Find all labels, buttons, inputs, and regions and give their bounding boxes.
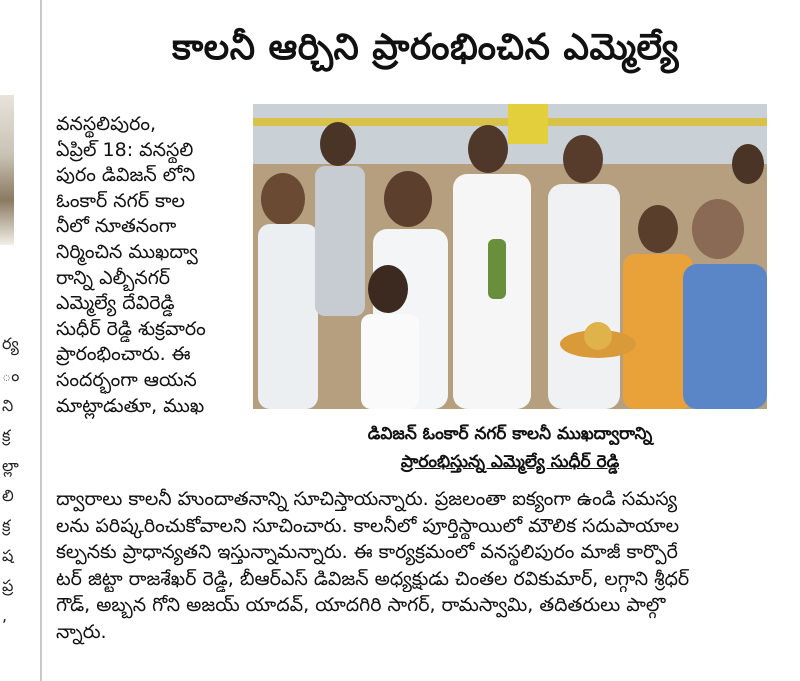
- body-line: ఏప్రిల్ 18: వనస్థలి: [56, 138, 194, 161]
- headline: కాలనీ ఆర్చిని ప్రారంభించిన ఎమ్మెల్యే: [171, 27, 680, 68]
- body-line: లను పరిష్కరించుకోవాలని సూచించారు. కాలనీలో పూర్తిస్థాయిలో మౌలిక సదుపాయాల: [56, 514, 680, 537]
- adjacent-text-fragment: లి: [2, 486, 14, 505]
- body-line: గౌడ్, అబ్బన గోని అజయ్ యాదవ్, యాదగిరి సాగర్, రామస్వామి, తదితరులు పాల్గొ: [56, 594, 666, 616]
- body-line: ఎమ్మెల్యే దేవిరెడ్డి: [56, 292, 175, 315]
- adjacent-text-fragment: ప్ర: [2, 576, 14, 595]
- body-line: వనస్థలిపురం,: [56, 113, 157, 135]
- column-divider: [40, 0, 42, 681]
- adjacent-text-fragment: ం: [2, 366, 20, 385]
- adjacent-text-fragment: ,: [2, 606, 8, 625]
- body-line: సందర్భంగా ఆయన: [56, 368, 197, 391]
- body-line: నిర్మించిన ముఖద్వా: [56, 240, 198, 263]
- body-line: ప్రారంభించారు. ఈ: [56, 343, 191, 366]
- adjacent-text-fragment: ష: [2, 546, 14, 565]
- body-line: సుధీర్ రెడ్డి శుక్రవారం: [56, 317, 206, 340]
- body-line: పురం డివిజన్ లోని: [56, 164, 196, 187]
- adjacent-text-fragment: క్ర: [2, 516, 11, 535]
- body-line: మాట్లాడుతూ, ముఖ: [56, 394, 205, 417]
- body-line: న్నారు.: [56, 620, 107, 643]
- body-line: రాన్ని ఎల్బీనగర్: [56, 266, 171, 289]
- article-body-narrow: [56, 112, 244, 419]
- body-line: ద్వారాలు కాలనీ హుందాతనాన్ని సూచిస్తాయన్నారు. ప్రజలంతా ఐక్యంగా ఉండి సమస్య: [56, 488, 678, 510]
- adjacent-text-fragment: ల్లా: [2, 456, 19, 475]
- body-line: కల్పనకు ప్రాధాన్యతని ఇస్తున్నామన్నారు. ఈ కార్యక్రమంలో వనస్థలిపురం మాజీ కార్పొరే: [56, 541, 678, 563]
- caption-line: ప్రారంభిస్తున్న ఎమ్మెల్యే సుధీర్ రెడ్డి: [400, 452, 620, 472]
- adjacent-photo-fragment: [0, 95, 14, 245]
- body-line: నీలో నూతనంగా: [56, 215, 177, 238]
- adjacent-text-fragment: క్ర: [2, 426, 11, 445]
- adjacent-text-fragment: ర్య: [2, 334, 19, 353]
- adjacent-text-fragment: ని: [2, 396, 14, 415]
- adjacent-column-fragment: [0, 0, 30, 681]
- body-line: ఓంకార్ నగర్ కాల: [56, 189, 185, 212]
- news-photo: [253, 104, 767, 409]
- caption-line: డివిజన్ ఓంకార్ నగర్ కాలనీ ముఖద్వారాన్ని: [367, 424, 653, 444]
- body-line: టర్ జిట్టా రాజశేఖర్ రెడ్డి, బీఆర్ఎస్ డివిజన్ అధ్యక్షుడు చింతల రవికుమార్, లగ్గాని శ్రీధర్: [56, 567, 690, 590]
- photo-caption: [290, 420, 730, 476]
- article-body-wide: [56, 486, 768, 645]
